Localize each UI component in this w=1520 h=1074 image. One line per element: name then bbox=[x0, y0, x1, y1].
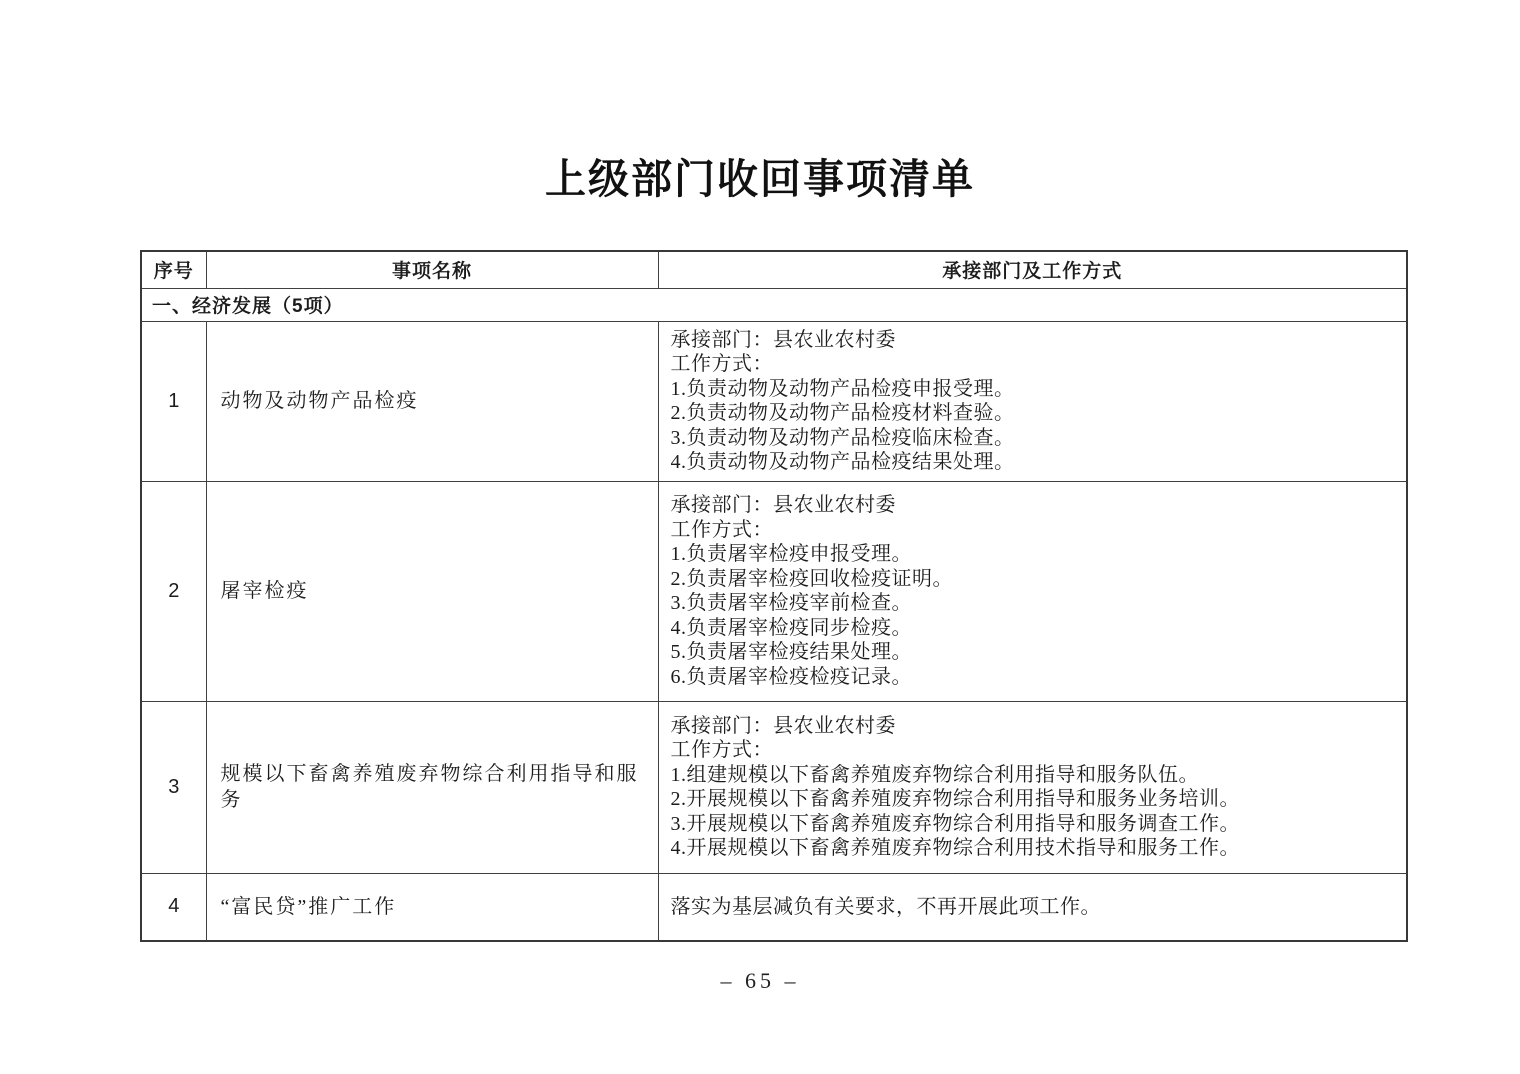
method-line: 1.负责屠宰检疫申报受理。 bbox=[670, 543, 912, 565]
method-line: 工作方式： bbox=[670, 518, 773, 541]
row-3-seq: 3 bbox=[141, 701, 206, 873]
method-line: 落实为基层减负有关要求，不再开展此项工作。 bbox=[670, 895, 1101, 918]
method-line: 4.负责屠宰检疫同步检疫。 bbox=[670, 616, 912, 639]
table-row-2 bbox=[141, 481, 1407, 701]
column-header-seq: 序号 bbox=[141, 251, 206, 288]
row-3-item-name: 规模以下畜禽养殖废弃物综合利用指导和服务 bbox=[206, 701, 658, 873]
row-2-item-name: 屠宰检疫 bbox=[206, 481, 658, 701]
method-line: 承接部门：县农业农村委 bbox=[670, 494, 896, 516]
section-row-economic-development bbox=[141, 288, 1407, 321]
method-line: 4.开展规模以下畜禽养殖废弃物综合利用技术指导和服务工作。 bbox=[670, 837, 1240, 859]
method-line: 2.开展规模以下畜禽养殖废弃物综合利用指导和服务业务培训。 bbox=[670, 788, 1240, 810]
recalled-items-table bbox=[140, 250, 1408, 942]
row-2-seq: 2 bbox=[141, 481, 206, 701]
method-line: 1.组建规模以下畜禽养殖废弃物综合利用指导和服务队伍。 bbox=[670, 763, 1199, 786]
method-line: 1.负责动物及动物产品检疫申报受理。 bbox=[670, 377, 1015, 400]
row-1-method-cell bbox=[658, 321, 1407, 481]
method-line: 2.负责动物及动物产品检疫材料查验。 bbox=[670, 402, 1015, 424]
row-1-seq: 1 bbox=[141, 321, 206, 481]
row-4-seq: 4 bbox=[141, 873, 206, 941]
section-title: 一、经济发展（5项） bbox=[141, 288, 1407, 321]
row-4-item-name: “富民贷”推广工作 bbox=[206, 873, 658, 941]
method-line: 工作方式： bbox=[670, 739, 773, 761]
method-line: 4.负责动物及动物产品检疫结果处理。 bbox=[670, 451, 1015, 473]
row-2-method-cell bbox=[658, 481, 1407, 701]
method-line: 2.负责屠宰检疫回收检疫证明。 bbox=[670, 567, 953, 590]
method-line: 承接部门：县农业农村委 bbox=[670, 328, 896, 351]
table-row-1 bbox=[141, 321, 1407, 481]
method-line: 3.负责动物及动物产品检疫临床检查。 bbox=[670, 426, 1015, 449]
row-4-method-cell bbox=[658, 873, 1407, 941]
row-3-method-cell bbox=[658, 701, 1407, 873]
page-number: – 65 – bbox=[720, 968, 800, 993]
table-header-row bbox=[141, 251, 1407, 288]
method-line: 6.负责屠宰检疫检疫记录。 bbox=[670, 665, 912, 688]
row-1-item-name: 动物及动物产品检疫 bbox=[206, 321, 658, 481]
method-line: 3.负责屠宰检疫宰前检查。 bbox=[670, 592, 912, 614]
table-row-3 bbox=[141, 701, 1407, 873]
page-title: 上级部门收回事项清单 bbox=[545, 156, 975, 202]
method-line: 3.开展规模以下畜禽养殖废弃物综合利用指导和服务调查工作。 bbox=[670, 812, 1240, 835]
method-line: 工作方式： bbox=[670, 353, 773, 375]
table-row-4 bbox=[141, 873, 1407, 941]
column-header-name: 事项名称 bbox=[206, 251, 658, 288]
method-line: 承接部门：县农业农村委 bbox=[670, 714, 896, 737]
method-line: 5.负责屠宰检疫结果处理。 bbox=[670, 641, 912, 663]
column-header-method: 承接部门及工作方式 bbox=[658, 251, 1407, 288]
items-table bbox=[140, 250, 1406, 942]
